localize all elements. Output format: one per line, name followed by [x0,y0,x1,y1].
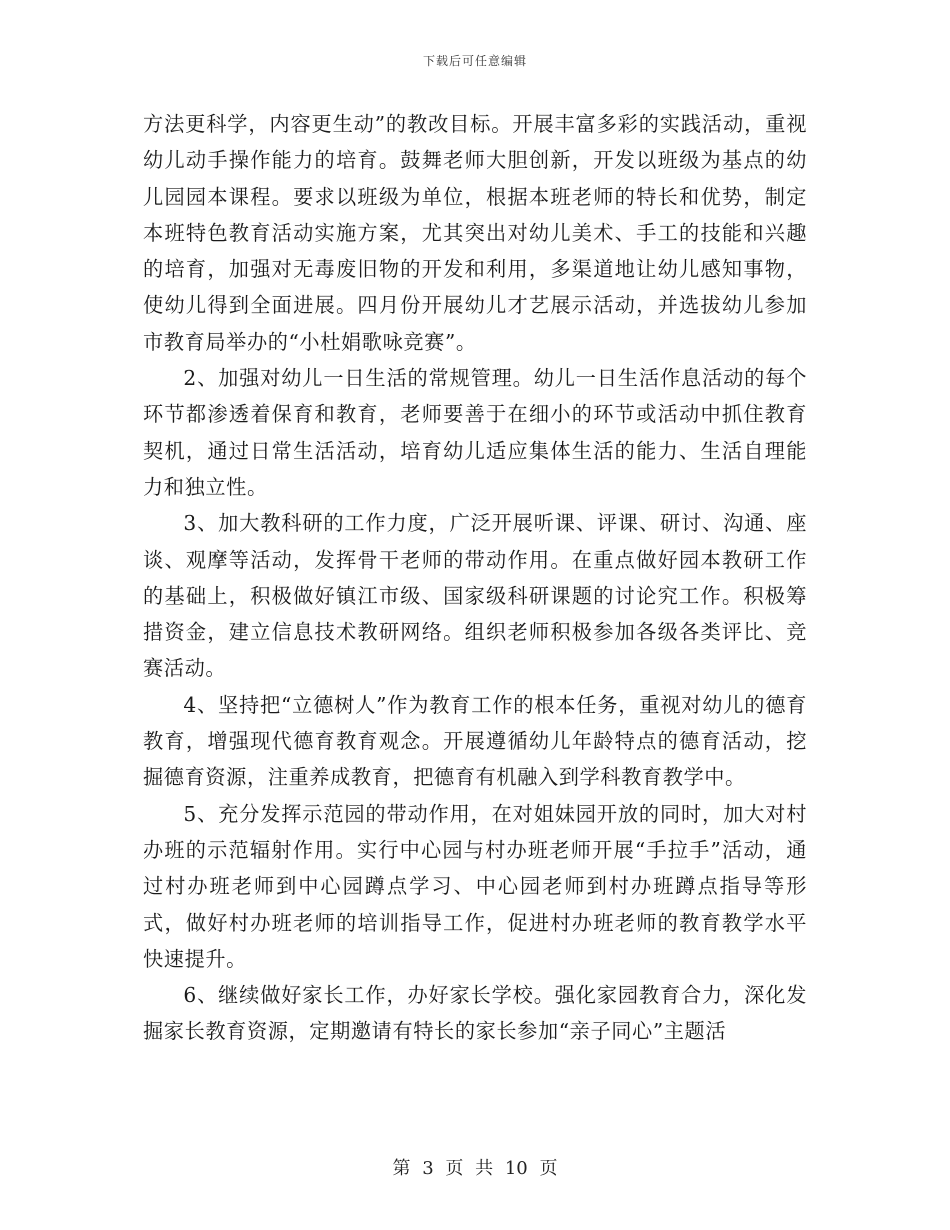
paragraph-item-3: 3、加大教科研的工作力度，广泛开展听课、评课、研讨、沟通、座谈、观摩等活动，发挥骨干老师的带动作用。在重点做好园本教研工作的基础上，积极做好镇江市级、国家级科研课题的讨论究工作。积极筹措资金，建立信息技术教研网络。组织老师积极参加各级各类评比、竞赛活动。 [143,511,807,681]
page-header: 下载后可任意编辑 [422,54,527,68]
paragraph-item-5: 5、充分发挥示范园的带动作用，在对姐妹园开放的同时，加大对村办班的示范辐射作用。实行中心园与村办班老师开展“手拉手”活动，通过村办班老师到中心园蹲点学习、中心园老师到村办班蹲点指导等形式，做好村办班老师的培训指导工作，促进村办班老师的教育教学水平快速提升。 [143,801,807,971]
paragraph-item-4: 4、坚持把“立德树人”作为教育工作的根本任务，重视对幼儿的德育教育，增强现代德育教育观念。开展遵循幼儿年龄特点的德育活动，挖掘德育资源，注重养成教育，把德育有机融入到学科教育教学中。 [143,692,807,790]
paragraph-continuation: 方法更科学，内容更生动”的教改目标。开展丰富多彩的实践活动，重视幼儿动手操作能力的培育。鼓舞老师大胆创新，开发以班级为基点的幼儿园园本课程。要求以班级为单位，根据本班老师的特长和优势，制定本班特色教育活动实施方案，尤其突出对幼儿美术、手工的技能和兴趣的培育，加强对无毒废旧物的开发和利用，多渠道地让幼儿感知事物，使幼儿得到全面进展。四月份开展幼儿才艺展示活动，并选拔幼儿参加市教育局举办的“小杜娟歌咏竞赛”。 [143,112,807,354]
document-body [143,106,807,1050]
page-number-footer: 第 3 页 共 10 页 [392,1158,558,1179]
paragraph-item-2: 2、加强对幼儿一日生活的常规管理。幼儿一日生活作息活动的每个环节都渗透着保育和教育，老师要善于在细小的环节或活动中抓住教育契机，通过日常生活活动，培育幼儿适应集体生活的能力、生活自理能力和独立性。 [143,366,807,499]
paragraph-item-6: 6、继续做好家长工作，办好家长学校。强化家园教育合力，深化发掘家长教育资源，定期邀请有特长的家长参加“亲子同心”主题活 [143,983,807,1044]
